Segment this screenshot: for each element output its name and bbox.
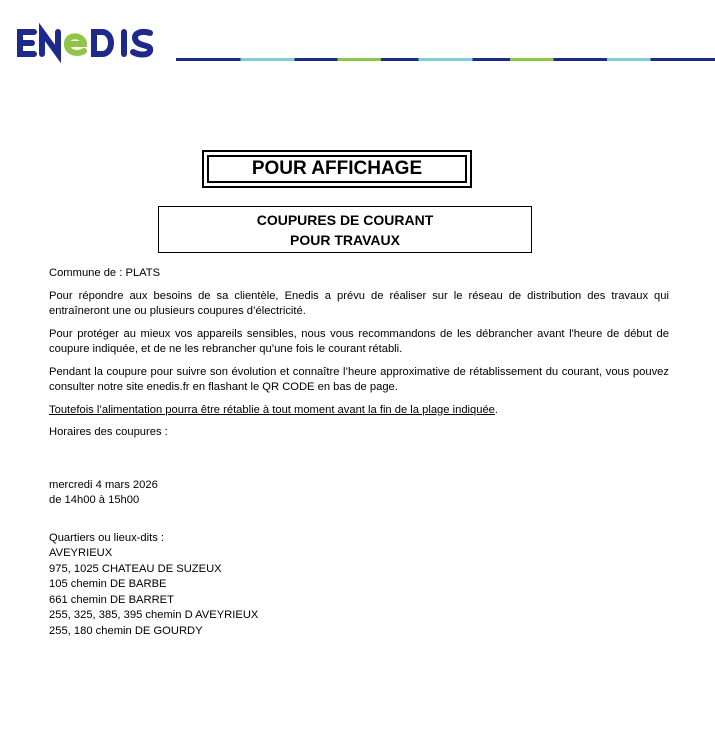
schedule-date: mercredi 4 mars 2026 (49, 478, 158, 491)
places (49, 531, 669, 640)
enedis-logo (12, 22, 172, 64)
places-heading: Quartiers ou lieux-dits : (49, 531, 165, 544)
document-body (49, 266, 669, 639)
paragraph: Pour répondre aux besoins de sa clientèle, Enedis a prévu de réaliser sur le réseau de distribution des travaux qui entraîneront une ou plusieurs coupures d’électricité. (49, 289, 669, 317)
banner-label: POUR AFFICHAGE (251, 158, 423, 179)
paragraph: Pour protéger au mieux vos appareils sensibles, nous vous recommandons de les débrancher avant l'heure de début de coupure indiquée, et de ne les rebrancher qu’une fois le courant rétabli. (49, 327, 669, 355)
schedule-time: de 14h00 à 15h00 (49, 494, 140, 506)
place-item: 255, 325, 385, 395 chemin D AVEYRIEUX (49, 609, 259, 621)
place-item: AVEYRIEUX (49, 547, 113, 559)
header-divider (176, 58, 715, 61)
place-item: 975, 1025 CHATEAU DE SUZEUX (49, 562, 222, 575)
notice-text: Toutefois l’alimentation pourra être rétablie à tout moment avant la fin de la plage indiquée (49, 403, 495, 416)
notice-end: . (494, 403, 499, 416)
schedule (49, 478, 669, 509)
commune: Commune de : PLATS (49, 267, 161, 279)
notice (49, 403, 669, 419)
place-item: 105 chemin DE BARBE (49, 578, 167, 590)
document-title (158, 206, 532, 253)
display-banner (202, 150, 472, 188)
paragraph: Pendant la coupure pour suivre son évolution et connaître l’heure approximative de rétablissement du courant, vous pouvez consulter notre site enedis.fr en flashant le QR CODE en bas de page. (49, 365, 669, 393)
title-line-1: COUPURES DE COURANT (256, 212, 434, 228)
title-line-2: POUR TRAVAUX (290, 232, 400, 248)
place-item: 255, 180 chemin DE GOURDY (49, 624, 203, 637)
schedule-heading: Horaires des coupures : (49, 426, 168, 438)
place-item: 661 chemin DE BARRET (49, 593, 174, 606)
